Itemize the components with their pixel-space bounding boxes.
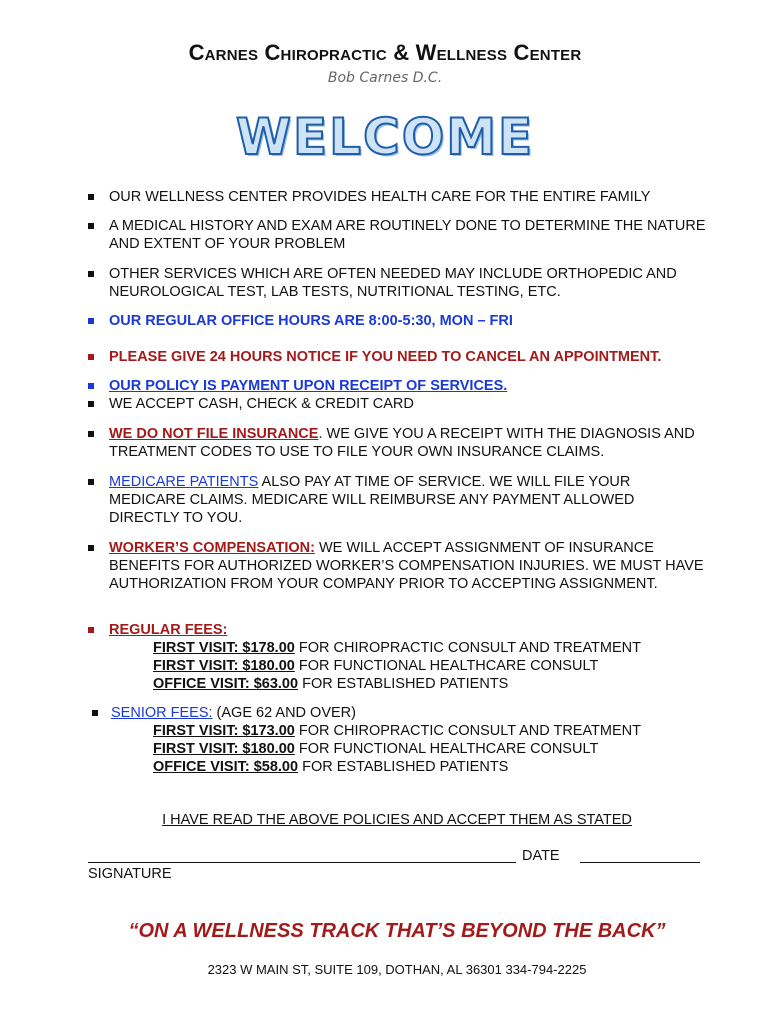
- list-item: [88, 377, 708, 395]
- fee-row: [153, 722, 713, 740]
- item-text: [111, 704, 708, 722]
- list-item: [88, 395, 708, 413]
- square-bullet-icon: [88, 431, 94, 437]
- list-item: [88, 704, 708, 722]
- fee-label: OFFICE VISIT: $63.00: [153, 676, 299, 692]
- square-bullet-icon: [88, 545, 94, 551]
- signature-field[interactable]: [88, 862, 516, 863]
- fee-label: OFFICE VISIT: $58.00: [153, 759, 299, 775]
- regular-fees-list: [153, 639, 713, 693]
- list-item: [88, 265, 708, 301]
- senior-fees-heading: SENIOR FEES:: [111, 705, 213, 721]
- welcome-banner: WELCOME: [235, 108, 535, 166]
- list-item: [88, 348, 708, 366]
- square-bullet-icon: [92, 710, 98, 716]
- office-hours-text: OUR REGULAR OFFICE HOURS ARE 8:00-5:30, MON – FRI: [109, 313, 513, 329]
- fee-desc: FOR CHIROPRACTIC CONSULT AND TREATMENT: [294, 723, 641, 739]
- square-bullet-icon: [88, 194, 94, 200]
- list-item: [88, 312, 708, 330]
- item-text: [109, 539, 708, 593]
- workers-comp-rest: WE WILL ACCEPT ASSIGNMENT OF INSURANCE BENEFITS FOR AUTHORIZED WORKER’S COMPENSATION INJURIES. WE MUST HAVE AUTHORIZATION FROM YOUR COMPANY PRIOR TO ACCEPTING ASSIGNMENT.: [109, 540, 704, 592]
- date-field[interactable]: [580, 862, 700, 863]
- fee-label: FIRST VISIT: $180.00: [153, 741, 295, 757]
- fee-desc: FOR ESTABLISHED PATIENTS: [298, 676, 509, 692]
- item-text: [109, 425, 708, 461]
- fee-desc: FOR CHIROPRACTIC CONSULT AND TREATMENT: [294, 640, 641, 656]
- fee-label: FIRST VISIT: $178.00: [153, 640, 295, 656]
- date-label: DATE: [522, 848, 560, 864]
- fee-label: FIRST VISIT: $173.00: [153, 723, 295, 739]
- page-title: Carnes Chiropractic & Wellness Center: [188, 40, 582, 65]
- list-item: [88, 539, 708, 593]
- slogan: “ON A WELLNESS TRACK THAT’S BEYOND THE BACK”: [128, 920, 666, 942]
- fee-row: [153, 657, 713, 675]
- square-bullet-icon: [88, 271, 94, 277]
- insurance-rest: . WE GIVE YOU A RECEIPT WITH THE DIAGNOSIS AND TREATMENT CODES TO USE TO FILE YOUR OWN INSURANCE CLAIMS.: [109, 426, 695, 460]
- item-text: WE ACCEPT CASH, CHECK & CREDIT CARD: [109, 396, 414, 412]
- item-text: OUR WELLNESS CENTER PROVIDES HEALTH CARE FOR THE ENTIRE FAMILY: [109, 189, 651, 205]
- regular-fees-heading: REGULAR FEES:: [109, 622, 228, 638]
- fee-row: [153, 675, 713, 693]
- acceptance-statement: I HAVE READ THE ABOVE POLICIES AND ACCEPT THEM AS STATED: [162, 812, 632, 828]
- list-item: [88, 621, 708, 639]
- address-line: 2323 W MAIN ST, SUITE 109, DOTHAN, AL 36301 334-794-2225: [207, 962, 587, 977]
- list-item: [88, 425, 708, 461]
- square-bullet-icon: [88, 318, 94, 324]
- square-bullet-icon: [88, 627, 94, 633]
- payment-policy-text: OUR POLICY IS PAYMENT UPON RECEIPT OF SERVICES.: [109, 378, 508, 394]
- square-bullet-icon: [88, 354, 94, 360]
- doctor-name: Bob Carnes D.C.: [327, 70, 443, 86]
- workers-comp-lead: WORKER’S COMPENSATION:: [109, 540, 315, 556]
- senior-fees-note: (AGE 62 AND OVER): [212, 705, 356, 721]
- signature-label: SIGNATURE: [88, 866, 172, 882]
- insurance-lead: WE DO NOT FILE INSURANCE: [109, 426, 319, 442]
- fee-desc: FOR FUNCTIONAL HEALTHCARE CONSULT: [294, 658, 599, 674]
- item-text: A MEDICAL HISTORY AND EXAM ARE ROUTINELY DONE TO DETERMINE THE NATURE AND EXTENT OF YOUR PROBLEM: [109, 218, 706, 252]
- senior-fees-list: [153, 722, 713, 776]
- fee-row: [153, 639, 713, 657]
- medicare-rest: ALSO PAY AT TIME OF SERVICE. WE WILL FILE YOUR MEDICARE CLAIMS. MEDICARE WILL REIMBURSE ANY PAYMENT ALLOWED DIRECTLY TO YOU.: [109, 474, 635, 526]
- list-item: [88, 188, 708, 206]
- square-bullet-icon: [88, 223, 94, 229]
- square-bullet-icon: [88, 383, 94, 389]
- fee-row: [153, 758, 713, 776]
- item-text: [109, 473, 708, 527]
- fee-label: FIRST VISIT: $180.00: [153, 658, 295, 674]
- fee-desc: FOR ESTABLISHED PATIENTS: [298, 759, 509, 775]
- fee-row: [153, 740, 713, 758]
- cancel-notice-text: PLEASE GIVE 24 HOURS NOTICE IF YOU NEED TO CANCEL AN APPOINTMENT.: [109, 349, 662, 365]
- item-text: OTHER SERVICES WHICH ARE OFTEN NEEDED MAY INCLUDE ORTHOPEDIC AND NEUROLOGICAL TEST, LAB TESTS, NUTRITIONAL TESTING, ETC.: [109, 266, 677, 300]
- fee-desc: FOR FUNCTIONAL HEALTHCARE CONSULT: [294, 741, 599, 757]
- list-item: [88, 473, 708, 527]
- square-bullet-icon: [88, 479, 94, 485]
- medicare-lead: MEDICARE PATIENTS: [109, 474, 259, 490]
- list-item: [88, 217, 708, 253]
- square-bullet-icon: [88, 401, 94, 407]
